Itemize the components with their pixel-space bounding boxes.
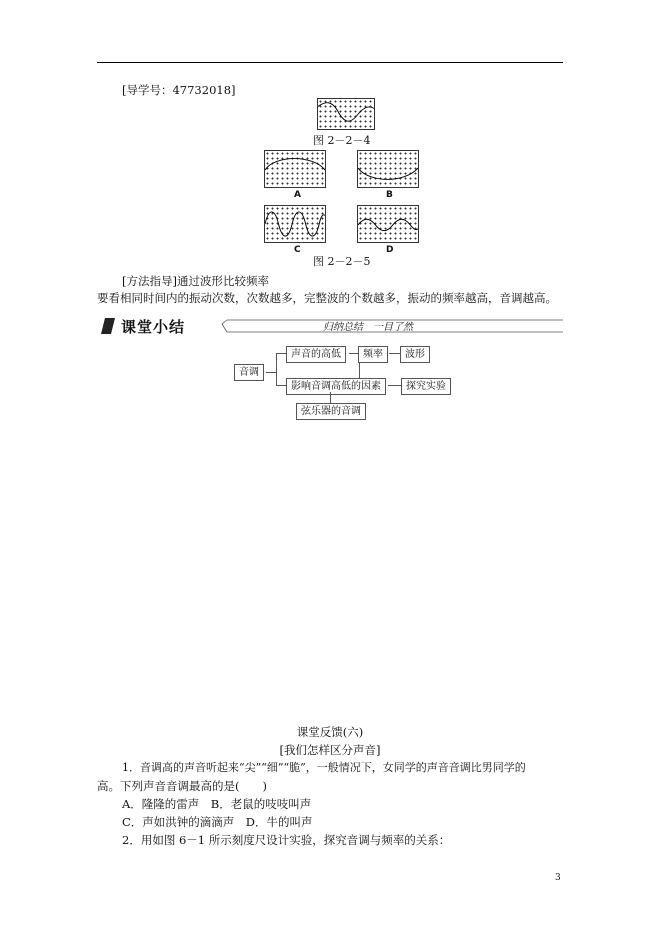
mindmap-root: 音调: [234, 364, 264, 381]
guide-number: [导学号：47732018]: [122, 83, 236, 97]
feedback-title: 课堂反馈(六): [296, 725, 364, 739]
method-guide-text: 要看相同时间内的振动次数，次数越多，完整波的个数越多，振动的频率越高，音调越高。: [97, 291, 557, 305]
waveform-figure-reference: [317, 98, 375, 130]
method-guide-label: [方法指导]通过波形比较频率: [122, 274, 269, 288]
mindmap-connector: [276, 385, 286, 386]
mindmap-node-frequency: 频率: [358, 346, 388, 363]
waveform-option-b: [357, 150, 419, 188]
mindmap-connector: [276, 353, 277, 386]
mindmap-connector: [266, 372, 276, 373]
feedback-subtitle: [我们怎样区分声音]: [279, 743, 381, 757]
option-label-a: A: [294, 190, 301, 200]
waveform-option-c: [264, 205, 326, 243]
summary-banner: [97, 314, 563, 338]
question-1-options-row-2: C．声如洪钟的滴滴声 D．牛的叫声: [122, 815, 313, 829]
summary-title: 课堂小结: [121, 318, 186, 336]
mindmap-node-pitch: 声音的高低: [286, 346, 346, 363]
question-1-options-row-1: A．隆隆的雷声 B．老鼠的吱吱叫声: [122, 797, 312, 811]
mindmap-node-string-instruments: 弦乐器的音调: [296, 403, 366, 420]
page-number: 3: [555, 873, 561, 883]
summary-tagline: 归纳总结 一目了然: [323, 322, 413, 333]
figure-caption-top: 图 2－2－4: [313, 134, 371, 147]
option-label-c: C: [294, 245, 301, 255]
mindmap-node-waveform: 波形: [400, 346, 430, 363]
figure-caption-bottom: 图 2－2－5: [313, 255, 371, 268]
mindmap-connector: [388, 385, 402, 386]
mindmap-node-factors: 影响音调高低的因素: [286, 378, 386, 395]
waveform-option-d: [357, 205, 419, 243]
waveform-option-a: [264, 150, 326, 188]
option-label-d: D: [386, 245, 394, 255]
question-1-line-1: 1．音调高的声音听起来“尖”“细”“脆”，一般情况下，女同学的声音音调比男同学的: [122, 761, 526, 774]
question-1-line-2: 高。下列声音音调最高的是( ): [97, 779, 267, 793]
mindmap-connector: [276, 353, 286, 354]
header-rule: [97, 62, 563, 63]
question-2: 2．用如图 6－1 所示刻度尺设计实验，探究音调与频率的关系：: [122, 833, 451, 847]
mindmap-node-experiment: 探究实验: [401, 378, 451, 395]
option-label-b: B: [386, 190, 393, 200]
